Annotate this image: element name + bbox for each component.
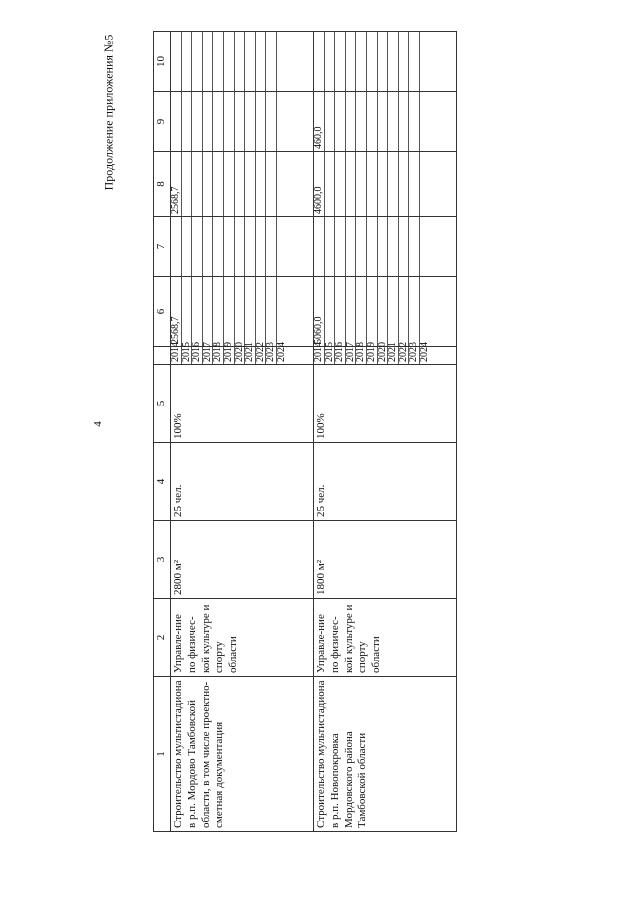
year-entry: 2020 xyxy=(376,342,388,362)
value-entry xyxy=(192,152,203,216)
appendix-label: Продолжение приложения №5 xyxy=(101,34,116,191)
table-row xyxy=(314,32,457,832)
table-body xyxy=(171,32,457,832)
value-cell xyxy=(314,152,457,217)
value-entry xyxy=(224,92,235,151)
value-entry xyxy=(182,92,193,151)
data-table xyxy=(153,31,457,832)
year-entry: 2016 xyxy=(334,342,346,362)
value-entry xyxy=(388,217,399,276)
value-entry xyxy=(203,217,214,276)
value-entry xyxy=(266,217,277,276)
header-cell: 2 xyxy=(154,599,171,677)
value-entry: 2568,7 xyxy=(171,277,182,346)
value-entry xyxy=(367,217,378,276)
value-entry xyxy=(235,32,246,91)
value-entry xyxy=(325,217,336,276)
header-cell: 3 xyxy=(154,521,171,599)
value-entry xyxy=(346,32,357,91)
year-entry: 2018 xyxy=(355,342,367,362)
value-entry xyxy=(277,32,287,91)
value-entry xyxy=(182,217,193,276)
year-entry: 2024 xyxy=(418,342,430,362)
value-entry xyxy=(171,217,182,276)
value-entry xyxy=(409,277,420,346)
value-entry xyxy=(335,92,346,151)
year-entry: 2022 xyxy=(254,342,266,362)
value-entry xyxy=(409,92,420,151)
value-entry xyxy=(420,152,430,216)
value-entry xyxy=(409,217,420,276)
value-entry xyxy=(378,277,389,346)
value-entry xyxy=(224,32,235,91)
value-entry xyxy=(192,217,203,276)
value-entry xyxy=(325,32,336,91)
responsible-cell: Управле-ние по физичес-кой культуре и спорту области xyxy=(314,599,457,677)
value-entry xyxy=(420,217,430,276)
value-entry xyxy=(224,217,235,276)
value-entry xyxy=(388,152,399,216)
year-entry: 2015 xyxy=(323,342,335,362)
value-entry xyxy=(266,92,277,151)
value-cell xyxy=(171,217,314,277)
object-cell: Строительство мультистадиона в р.п. Мордово Тамбовской области, в том числе проектно-сметная документация xyxy=(171,677,314,832)
capacity-cell: 25 чел. xyxy=(314,443,457,521)
value-cell xyxy=(171,277,314,347)
area-cell: 2800 м² xyxy=(171,521,314,599)
value-entry xyxy=(203,152,214,216)
value-entry xyxy=(171,32,182,91)
value-entry xyxy=(171,92,182,151)
object-cell: Строительство мультистадиона в р.п. Новопокровка Мордовского района Тамбовской области xyxy=(314,677,457,832)
value-entry xyxy=(399,277,410,346)
value-entry xyxy=(378,152,389,216)
value-entry xyxy=(399,32,410,91)
value-entry: 4600,0 xyxy=(314,152,325,216)
value-entry xyxy=(388,92,399,151)
value-entry xyxy=(213,152,224,216)
value-entry xyxy=(388,32,399,91)
value-cell xyxy=(314,32,457,92)
year-entry: 2020 xyxy=(233,342,245,362)
header-cell: 10 xyxy=(154,32,171,92)
value-entry xyxy=(346,217,357,276)
year-entry: 2019 xyxy=(222,342,234,362)
value-entry xyxy=(378,217,389,276)
value-entry xyxy=(325,152,336,216)
value-entry xyxy=(256,152,267,216)
header-cell: 4 xyxy=(154,443,171,521)
value-entry xyxy=(235,92,246,151)
year-entry: 2024 xyxy=(275,342,287,362)
value-entry xyxy=(420,277,430,346)
value-entry xyxy=(203,32,214,91)
value-entry xyxy=(245,32,256,91)
value-entry xyxy=(367,32,378,91)
value-entry xyxy=(245,217,256,276)
table-row xyxy=(171,32,314,832)
value-entry xyxy=(314,32,325,91)
value-entry xyxy=(235,277,246,346)
value-cell xyxy=(171,152,314,217)
value-entry: 2568,7 xyxy=(171,152,182,216)
value-entry xyxy=(346,92,357,151)
value-entry xyxy=(245,92,256,151)
value-entry xyxy=(356,152,367,216)
value-entry xyxy=(346,152,357,216)
value-entry xyxy=(409,32,420,91)
header-cell: 9 xyxy=(154,92,171,152)
header-cell: 1 xyxy=(154,677,171,832)
value-entry xyxy=(256,32,267,91)
year-entry: 2018 xyxy=(212,342,224,362)
header-cell: 7 xyxy=(154,217,171,277)
value-entry xyxy=(367,277,378,346)
value-entry xyxy=(266,152,277,216)
value-entry xyxy=(224,277,235,346)
value-entry xyxy=(256,217,267,276)
header-row xyxy=(154,32,171,832)
value-cell xyxy=(171,92,314,152)
value-entry xyxy=(182,152,193,216)
value-entry xyxy=(224,152,235,216)
value-entry xyxy=(277,92,287,151)
value-entry xyxy=(192,32,203,91)
area-cell: 1800 м² xyxy=(314,521,457,599)
value-cell xyxy=(314,217,457,277)
value-entry xyxy=(356,277,367,346)
value-entry xyxy=(192,92,203,151)
value-entry xyxy=(182,32,193,91)
value-entry xyxy=(277,277,287,346)
year-entry: 2014 xyxy=(170,342,181,362)
readiness-cell: 100% xyxy=(171,365,314,443)
year-entry: 2016 xyxy=(191,342,203,362)
value-entry xyxy=(213,32,224,91)
value-entry xyxy=(235,217,246,276)
value-entry xyxy=(356,92,367,151)
value-entry xyxy=(235,152,246,216)
value-entry xyxy=(245,277,256,346)
value-entry xyxy=(409,152,420,216)
responsible-cell: Управле-ние по физичес-кой культуре и спорту области xyxy=(171,599,314,677)
years-cell xyxy=(170,342,314,365)
year-entry: 2023 xyxy=(265,342,277,362)
year-entry: 2017 xyxy=(201,342,213,362)
value-entry: 460,0 xyxy=(314,92,325,151)
value-entry xyxy=(378,92,389,151)
value-entry xyxy=(367,92,378,151)
value-entry xyxy=(356,217,367,276)
value-entry xyxy=(378,32,389,91)
header-cell: 6 xyxy=(154,277,171,347)
value-entry xyxy=(277,152,287,216)
value-entry xyxy=(420,32,430,91)
value-entry xyxy=(213,92,224,151)
value-entry xyxy=(277,217,287,276)
year-entry: 2015 xyxy=(180,342,192,362)
value-cell xyxy=(314,277,457,347)
value-entry xyxy=(192,277,203,346)
value-entry xyxy=(388,277,399,346)
years-cell xyxy=(313,342,457,365)
value-entry xyxy=(399,217,410,276)
value-entry xyxy=(256,92,267,151)
value-cell xyxy=(171,32,314,92)
year-entry: 2014 xyxy=(313,342,324,362)
value-entry xyxy=(399,152,410,216)
value-entry xyxy=(367,152,378,216)
value-entry xyxy=(420,92,430,151)
rotated-table-container xyxy=(153,32,473,832)
value-entry xyxy=(335,152,346,216)
value-entry xyxy=(182,277,193,346)
header-cell: 8 xyxy=(154,152,171,217)
value-entry xyxy=(346,277,357,346)
value-entry xyxy=(203,92,214,151)
value-entry xyxy=(245,152,256,216)
value-entry xyxy=(266,277,277,346)
header-cell: 5 xyxy=(154,365,171,443)
value-entry xyxy=(335,277,346,346)
page-number: 4 xyxy=(92,421,104,427)
year-entry: 2017 xyxy=(344,342,356,362)
value-entry xyxy=(335,217,346,276)
value-entry xyxy=(325,277,336,346)
value-entry xyxy=(314,217,325,276)
readiness-cell: 100% xyxy=(314,365,457,443)
value-entry xyxy=(266,32,277,91)
year-entry: 2019 xyxy=(365,342,377,362)
year-entry: 2022 xyxy=(397,342,409,362)
value-entry xyxy=(256,277,267,346)
value-entry xyxy=(399,92,410,151)
value-entry xyxy=(213,217,224,276)
year-entry: 2023 xyxy=(408,342,420,362)
header-cell-years xyxy=(154,347,171,365)
capacity-cell: 25 чел. xyxy=(171,443,314,521)
value-cell xyxy=(314,92,457,152)
year-entry: 2021 xyxy=(244,342,256,362)
value-entry xyxy=(213,277,224,346)
value-entry xyxy=(325,92,336,151)
value-entry xyxy=(335,32,346,91)
value-entry xyxy=(356,32,367,91)
year-entry: 2021 xyxy=(387,342,399,362)
value-entry: 5060,0 xyxy=(314,277,325,346)
value-entry xyxy=(203,277,214,346)
